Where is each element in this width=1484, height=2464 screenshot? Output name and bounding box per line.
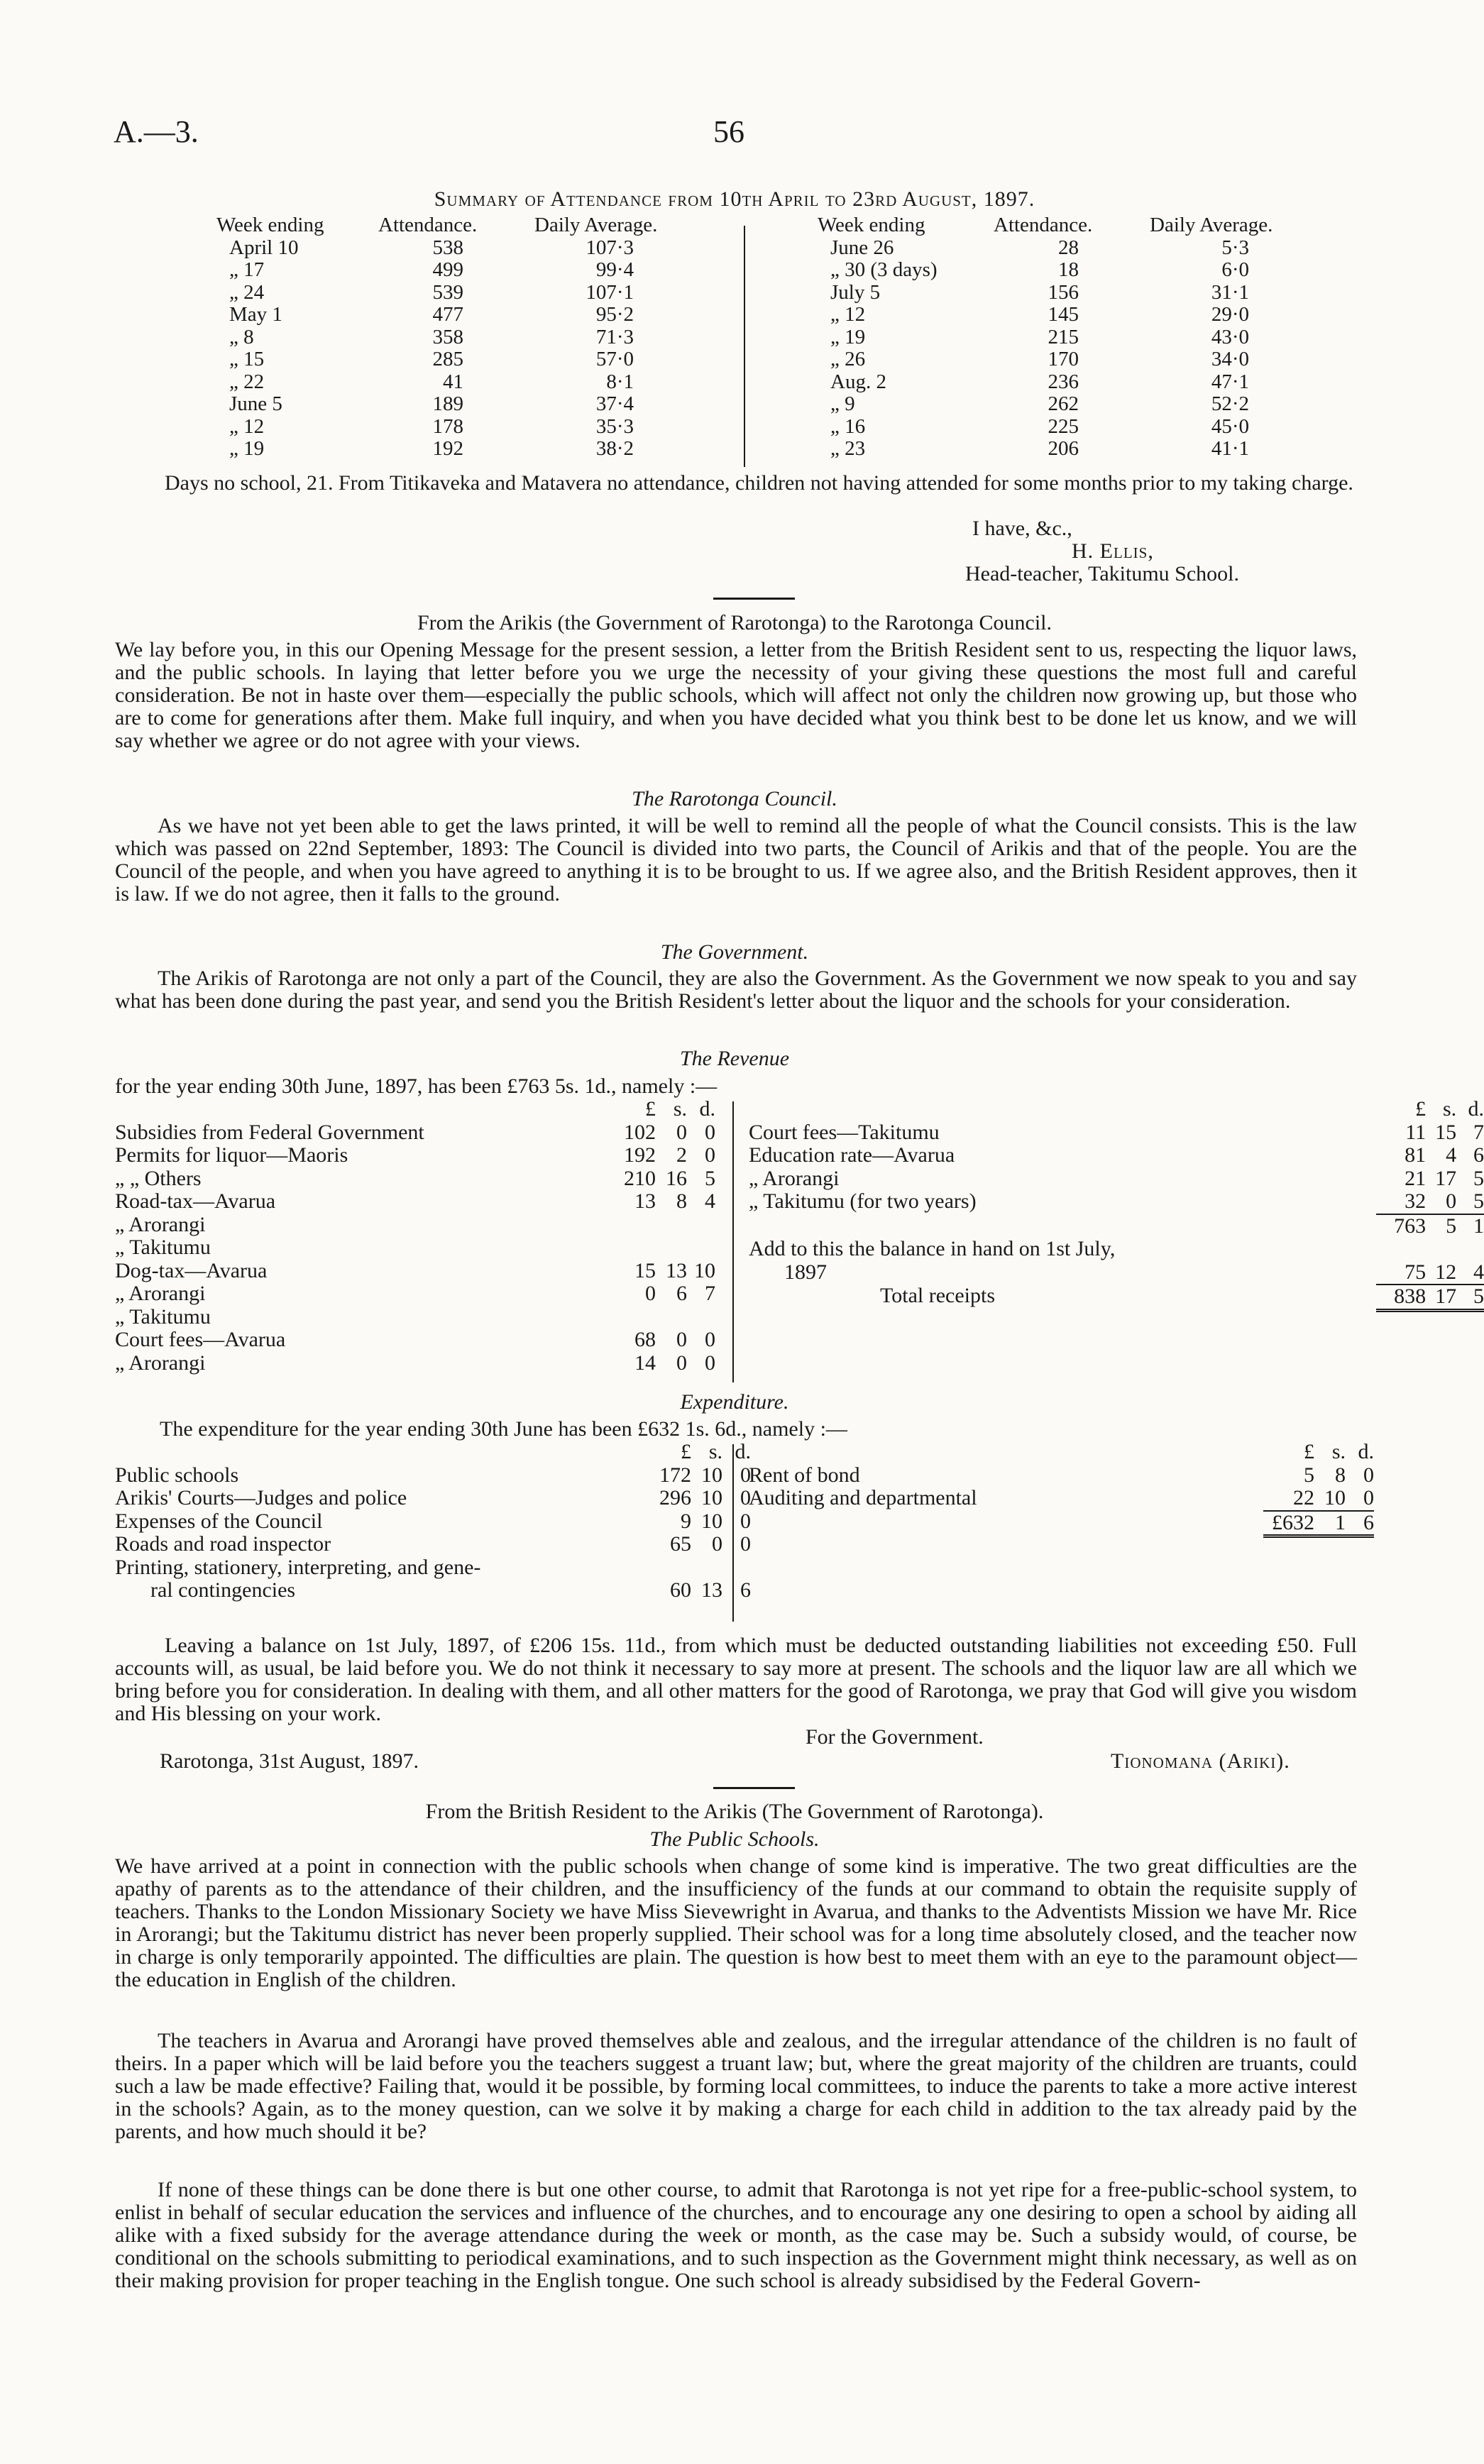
col-attendance: Attendance. <box>994 214 1093 236</box>
header-shillings: s. <box>1442 1097 1457 1121</box>
subheading-council: The Rarotonga Council. <box>632 787 837 810</box>
week-cell: „ 16 <box>830 414 866 438</box>
amount-pounds: 9 <box>681 1509 691 1533</box>
attendance-row <box>818 304 1313 326</box>
amount-pence <box>722 1556 751 1580</box>
currency-header-row <box>115 1098 715 1121</box>
attendance-row <box>818 237 1313 260</box>
amount-pounds: 5 <box>1304 1463 1314 1487</box>
attendance-cell: 477 <box>432 303 463 326</box>
for-government: For the Government. <box>806 1725 984 1749</box>
average-cell: 43·0 <box>1211 325 1249 348</box>
ledger-label: 1897 <box>784 1260 827 1284</box>
amount-pounds: 210 <box>624 1166 656 1190</box>
amount-pence: 0 <box>705 1143 715 1167</box>
average-cell: 31·1 <box>1211 280 1249 304</box>
amount-pounds: 13 <box>634 1189 656 1213</box>
average-cell: 57·0 <box>595 348 634 370</box>
amount-pence: 6 <box>1473 1143 1484 1167</box>
ledger-row <box>115 1487 751 1510</box>
ledger-row <box>115 1167 715 1191</box>
currency-header-row <box>115 1441 751 1464</box>
resident-heading: From the British Resident to the Arikis (The Government of Rarotonga). <box>425 1800 1044 1823</box>
attendance-row <box>818 393 1313 416</box>
attendance-cell: 18 <box>1058 258 1079 281</box>
ledger-row <box>115 1190 715 1214</box>
header-shillings: s. <box>708 1440 722 1463</box>
amount-shillings: 4 <box>1446 1143 1457 1167</box>
week-cell: „ 26 <box>830 348 866 370</box>
revenue-divider <box>732 1101 734 1382</box>
average-cell: 8·1 <box>606 370 634 393</box>
ledger-row <box>115 1556 751 1580</box>
amount-shillings: 17 <box>1435 1166 1457 1190</box>
amount-pounds: £632 <box>1263 1511 1314 1536</box>
week-cell: „ 8 <box>229 325 254 348</box>
header-pence: d. <box>735 1440 751 1463</box>
amount-shillings: 16 <box>666 1166 687 1190</box>
amount-shillings: 15 <box>1435 1120 1457 1144</box>
week-cell: „ 22 <box>229 370 265 393</box>
week-cell: „ 15 <box>229 348 265 370</box>
ledger-label: Court fees—Takitumu <box>749 1120 940 1144</box>
ledger-row <box>115 1260 715 1283</box>
week-cell: June 5 <box>229 392 282 415</box>
amount-pence: 6 <box>1346 1511 1374 1536</box>
amount-pence: 5 <box>705 1166 715 1190</box>
amount-pounds: 838 <box>1376 1285 1426 1310</box>
ledger-row <box>749 1214 1484 1238</box>
ledger-row <box>115 1352 715 1375</box>
amount-pence <box>687 1214 715 1237</box>
ledger-label: Education rate—Avarua <box>749 1143 955 1167</box>
ledger-row <box>749 1285 1484 1310</box>
arikis-heading: From the Arikis (the Government of Rarotonga) to the Rarotonga Council. <box>417 611 1052 634</box>
amount-shillings <box>1426 1238 1456 1261</box>
ledger-label: „ Takitumu (for two years) <box>749 1189 977 1213</box>
series-number: A.—3. <box>114 114 199 149</box>
week-cell: „ 12 <box>229 414 265 438</box>
summary-note: Days no school, 21. From Titikaveka and Matavera no attendance, children not having attended for some months prior to my taking charge. <box>165 471 1353 495</box>
subheading-government: The Government. <box>660 940 809 964</box>
amount-pounds: 22 <box>1293 1486 1314 1509</box>
header-pence: d. <box>699 1097 715 1121</box>
expenditure-intro: The expenditure for the year ending 30th June has been £632 1s. 6d., namely :— <box>160 1417 847 1441</box>
amount-pence <box>687 1306 715 1329</box>
amount-pence <box>1456 1238 1484 1261</box>
amount-pence: 0 <box>705 1328 715 1351</box>
average-cell: 35·3 <box>595 414 634 438</box>
expenditure-table-right <box>749 1441 1374 1538</box>
amount-pounds: 192 <box>624 1143 656 1167</box>
ledger-label <box>115 1441 640 1464</box>
amount-pounds: 14 <box>634 1351 656 1375</box>
ledger-label: Arikis' Courts—Judges and police <box>115 1486 407 1509</box>
amount-shillings: 12 <box>1435 1260 1457 1284</box>
amount-shillings: 10 <box>701 1509 722 1533</box>
week-cell: June 26 <box>830 236 894 259</box>
attendance-cell: 192 <box>432 437 463 460</box>
ledger-row <box>115 1214 715 1237</box>
ledger-label: Permits for liquor—Maoris <box>115 1143 348 1167</box>
header-pounds: £ <box>1415 1097 1427 1121</box>
ledger-label: Dog-tax—Avarua <box>115 1258 268 1282</box>
arikis-paragraph-1: We lay before you, in this our Opening Message for the present session, a letter from the British Resident sent to us, respecting the liquor laws, and the public schools. In laying that letter before you we urge the necessity of your giving these questions the most full and careful consideration. Be not in haste over them—especially the public schools, which will affect not only the children now growing up, but those who are to come for generations after them. Make full inquiry, and when you have decided what you think best to be done let us know, and we will say whether we agree or do not agree with your views. <box>115 638 1357 752</box>
amount-pence: 10 <box>694 1258 715 1282</box>
summary-title: Summary of Attendance from 10th April to 23rd August, 1897. <box>434 187 1035 211</box>
average-cell: 38·2 <box>595 437 634 460</box>
amount-pounds: 296 <box>659 1486 691 1509</box>
attendance-row <box>216 282 698 304</box>
amount-pence: 7 <box>1473 1120 1484 1144</box>
average-cell: 5·3 <box>1221 236 1249 259</box>
amount-pounds: 763 <box>1376 1214 1426 1238</box>
attendance-row <box>216 259 698 282</box>
attendance-row <box>818 259 1313 282</box>
average-cell: 71·3 <box>595 325 634 348</box>
week-cell: May 1 <box>229 303 282 326</box>
amount-shillings: 1 <box>1314 1511 1346 1536</box>
currency-header-row <box>749 1098 1484 1121</box>
resident-paragraph-2: The teachers in Avarua and Arorangi have proved themselves able and zealous, and the irregular attendance of the children is no fault of theirs. In a paper which will be laid before you the teachers suggest a truant law; but, where the great majority of the children are truants, could such a law be made effective? Failing that, would it be possible, by forming local committees, to induce the parents to take a more active interest in the schools? Again, as to the money question, can we solve it by making a charge for each child in addition to the tax already paid by the parents, and how much should it be? <box>115 2029 1357 2143</box>
amount-shillings: 8 <box>1335 1463 1346 1487</box>
sign-closing: I have, &c., <box>972 517 1072 540</box>
average-cell: 107·1 <box>586 280 634 304</box>
amount-pence: 4 <box>1473 1260 1484 1284</box>
amount-pounds: 32 <box>1405 1189 1427 1213</box>
ledger-row <box>749 1261 1484 1285</box>
average-cell: 41·1 <box>1211 437 1249 460</box>
attendance-cell: 178 <box>432 414 463 438</box>
amount-shillings: 13 <box>666 1258 687 1282</box>
ledger-label: Printing, stationery, interpreting, and gene- <box>115 1555 481 1579</box>
subheading-expenditure: Expenditure. <box>680 1390 789 1414</box>
ledger-label <box>749 1214 1376 1238</box>
amount-pence: 0 <box>705 1120 715 1144</box>
amount-pence: 4 <box>705 1189 715 1213</box>
amount-pounds: 81 <box>1405 1143 1427 1167</box>
week-cell: „ 12 <box>830 303 866 326</box>
expenditure-divider <box>732 1444 734 1622</box>
ledger-row <box>115 1282 715 1306</box>
ledger-row <box>115 1329 715 1352</box>
attendance-row <box>216 326 698 349</box>
amount-shillings: 2 <box>676 1143 687 1167</box>
attendance-cell: 236 <box>1048 370 1079 393</box>
col-average: Daily Average. <box>1150 214 1273 236</box>
ledger-label: Road-tax—Avarua <box>115 1189 276 1213</box>
arikis-paragraph-3: The Arikis of Rarotonga are not only a part of the Council, they are also the Government. As the Government we now speak to you and say what has been done during the past year, and send you the British Resident's letter about the liquor and the schools for your consideration. <box>115 967 1357 1013</box>
col-week: Week ending <box>216 214 324 236</box>
ledger-row <box>749 1121 1484 1145</box>
amount-pounds: 11 <box>1405 1120 1427 1144</box>
amount-pounds: 0 <box>645 1282 656 1305</box>
amount-pence: 0 <box>740 1509 751 1533</box>
amount-pounds <box>640 1556 691 1580</box>
amount-pence: 0 <box>740 1486 751 1509</box>
amount-pence: 0 <box>1363 1486 1374 1509</box>
header-pounds: £ <box>681 1440 691 1463</box>
resident-paragraph-3: If none of these things can be done there is but one other course, to admit that Rarotonga is not yet ripe for a free-public-school system, to enlist in behalf of secular education the services and influence of the churches, and to encourage any one desiring to open a school by aiding all alike with a fixed subsidy for the average attendance during the week or month, as the case may be. Such a subsidy would, of course, be conditional on the schools submitting to periodical examinations, and to such inspection as the Government might think necessary, as well as on their making provision for proper teaching in the English tongue. One such school is already subsidised by the Federal Govern- <box>115 2178 1357 2292</box>
header-pence: d. <box>1358 1440 1374 1463</box>
amount-shillings <box>656 1214 687 1237</box>
amount-shillings: 13 <box>701 1578 722 1602</box>
ledger-row <box>749 1167 1484 1191</box>
average-cell: 107·3 <box>586 236 634 259</box>
currency-header-row <box>749 1441 1374 1464</box>
amount-shillings: 0 <box>1446 1189 1457 1213</box>
sign-name: H. Ellis, <box>1072 539 1154 563</box>
week-cell: Aug. 2 <box>830 370 886 393</box>
amount-shillings <box>656 1236 687 1260</box>
resident-paragraph-1: We have arrived at a point in connection with the public schools when change of some kind is imperative. The two great difficulties are the apathy of parents as to the attendance of their children, and the insufficiency of the funds at our command to obtain the requisite supply of teachers. Thanks to the London Missionary Society we have Miss Sievewright in Avarua, and thanks to the Adventists Mission we have Mr. Rice in Arorangi; but the Takitumu district has never been properly supplied. Their school was for a long time absolutely closed, and the teacher now in charge is only temporarily appointed. The difficulties are plain. The question is how best to meet them with an eye to the paramount object—the education in English of the children. <box>115 1854 1357 1991</box>
attendance-row <box>818 416 1313 439</box>
ledger-label: ral contingencies <box>150 1578 296 1602</box>
amount-pence: 5 <box>1456 1285 1484 1310</box>
amount-shillings: 17 <box>1426 1285 1456 1310</box>
week-cell: „ 24 <box>229 280 265 304</box>
ledger-row <box>115 1510 751 1534</box>
ledger-label: Public schools <box>115 1463 239 1487</box>
ledger-label: Add to this the balance in hand on 1st July, <box>749 1237 1116 1260</box>
amount-pounds: 102 <box>624 1120 656 1144</box>
ledger-label: Court fees—Avarua <box>115 1328 286 1351</box>
ledger-row <box>115 1236 715 1260</box>
amount-pence: 6 <box>740 1578 751 1602</box>
average-cell: 29·0 <box>1211 303 1249 326</box>
section-rule <box>713 598 795 600</box>
amount-pounds <box>1376 1238 1426 1261</box>
ledger-row <box>749 1487 1374 1510</box>
ledger-label: „ Arorangi <box>115 1351 206 1375</box>
attendance-row <box>818 282 1313 304</box>
ledger-label: „ Takitumu <box>115 1304 211 1329</box>
ledger-row <box>115 1144 715 1167</box>
amount-pence: 5 <box>1473 1166 1484 1190</box>
revenue-table-left <box>115 1098 715 1375</box>
header-pounds: £ <box>1304 1440 1314 1463</box>
attendance-cell: 41 <box>443 370 463 393</box>
attendance-cell: 358 <box>432 325 463 348</box>
attendance-row <box>818 438 1313 461</box>
place-date: Rarotonga, 31st August, 1897. <box>160 1749 419 1773</box>
ledger-row <box>115 1533 751 1556</box>
average-cell: 45·0 <box>1211 414 1249 438</box>
header-shillings: s. <box>1331 1440 1346 1463</box>
attendance-cell: 206 <box>1048 437 1079 460</box>
amount-pence: 0 <box>1363 1463 1374 1487</box>
ledger-label <box>749 1098 1376 1121</box>
ledger-row <box>115 1464 751 1487</box>
attendance-cell: 189 <box>432 392 463 415</box>
week-cell: „ 23 <box>830 437 866 460</box>
attendance-row <box>216 348 698 371</box>
amount-shillings: 10 <box>701 1486 722 1509</box>
amount-shillings: 0 <box>676 1328 687 1351</box>
average-cell: 52·2 <box>1211 392 1249 415</box>
ledger-label <box>749 1441 1263 1464</box>
attendance-row <box>216 237 698 260</box>
header-pounds: £ <box>645 1097 656 1121</box>
amount-pence: 7 <box>705 1282 715 1305</box>
signatory: Tionomana (Ariki). <box>1111 1749 1290 1773</box>
attendance-cell: 28 <box>1058 236 1079 259</box>
attendance-cell: 225 <box>1048 414 1079 438</box>
ledger-row <box>115 1579 751 1602</box>
attendance-cell: 215 <box>1048 325 1079 348</box>
expenditure-table-left <box>115 1441 751 1602</box>
ledger-row <box>115 1306 715 1329</box>
attendance-row <box>818 326 1313 349</box>
ledger-label: Total receipts <box>880 1284 995 1307</box>
amount-shillings <box>656 1306 687 1329</box>
average-cell: 6·0 <box>1221 258 1249 281</box>
ledger-label <box>115 1098 605 1121</box>
week-cell: „ 19 <box>830 325 866 348</box>
header-shillings: s. <box>673 1097 687 1121</box>
arikis-paragraph-4: Leaving a balance on 1st July, 1897, of £206 15s. 11d., from which must be deducted outstanding liabilities not exceeding £50. Full accounts will, as usual, be laid before you. We do not think it necessary to say more at present. The schools and the liquor law are all which we bring before you for consideration. In dealing with them, and all other matters for the good of Rarotonga, we pray that God will give you wisdom and His blessing on your work. <box>115 1634 1357 1725</box>
ledger-label: „ Arorangi <box>115 1212 206 1236</box>
attendance-table-left <box>216 214 698 461</box>
arikis-paragraph-2: As we have not yet been able to get the laws printed, it will be well to remind all the people of what the Council consists. This is the law which was passed on 22nd September, 1893: The Council is divided into two parts, the Council of Arikis and that of the people. You are the Council of the people, and when you have agreed to anything it is to be brought to us. If we agree also, and the British Resident approves, then it is law. If we do not agree, then it falls to the ground. <box>115 814 1357 906</box>
amount-shillings: 8 <box>676 1189 687 1213</box>
attendance-cell: 262 <box>1048 392 1079 415</box>
week-cell: „ 9 <box>830 392 855 415</box>
ledger-label: Auditing and departmental <box>749 1486 977 1509</box>
average-cell: 47·1 <box>1211 370 1249 393</box>
amount-shillings <box>691 1556 722 1580</box>
sign-title: Head-teacher, Takitumu School. <box>965 562 1240 585</box>
attendance-row <box>216 371 698 394</box>
subheading-revenue: The Revenue <box>679 1047 790 1070</box>
amount-pence: 5 <box>1473 1189 1484 1213</box>
amount-pence: 0 <box>740 1532 751 1556</box>
amount-shillings: 6 <box>676 1282 687 1305</box>
ledger-label <box>749 1511 1263 1536</box>
ledger-label: „ Arorangi <box>749 1166 840 1190</box>
attendance-row <box>216 416 698 439</box>
ledger-label: „ Arorangi <box>115 1282 206 1305</box>
attendance-row <box>216 304 698 326</box>
attendance-cell: 499 <box>432 258 463 281</box>
section-rule <box>713 1787 795 1789</box>
amount-pounds <box>605 1214 656 1237</box>
attendance-row <box>818 348 1313 371</box>
amount-shillings: 0 <box>712 1532 722 1556</box>
amount-pence: 0 <box>705 1351 715 1375</box>
amount-pounds: 21 <box>1405 1166 1427 1190</box>
amount-pounds: 75 <box>1405 1260 1427 1284</box>
amount-pounds <box>605 1306 656 1329</box>
attendance-cell: 285 <box>432 348 463 370</box>
amount-pence: 0 <box>740 1463 751 1487</box>
attendance-cell: 145 <box>1048 303 1079 326</box>
ledger-label: Rent of bond <box>749 1463 860 1487</box>
subheading-public-schools: The Public Schools. <box>649 1827 820 1851</box>
amount-pounds: 60 <box>670 1578 691 1602</box>
average-cell: 99·4 <box>595 258 634 281</box>
amount-shillings: 0 <box>676 1120 687 1144</box>
amount-shillings: 10 <box>1324 1486 1346 1509</box>
amount-shillings: 0 <box>676 1351 687 1375</box>
ledger-row <box>115 1121 715 1145</box>
ledger-label: „ „ Others <box>115 1166 202 1190</box>
amount-pence <box>687 1236 715 1260</box>
revenue-intro: for the year ending 30th June, 1897, has been £763 5s. 1d., namely :— <box>115 1074 718 1098</box>
week-cell: „ 30 (3 days) <box>830 258 938 281</box>
ledger-row <box>749 1238 1484 1261</box>
col-average: Daily Average. <box>534 214 658 236</box>
amount-pounds <box>605 1236 656 1260</box>
week-cell: April 10 <box>229 236 299 259</box>
amount-pounds: 65 <box>670 1532 691 1556</box>
attendance-cell: 170 <box>1048 348 1079 370</box>
ledger-row <box>749 1190 1484 1214</box>
average-cell: 37·4 <box>595 392 634 415</box>
attendance-row <box>216 393 698 416</box>
ledger-label: „ Takitumu <box>115 1236 211 1259</box>
amount-pence: 1 <box>1456 1214 1484 1238</box>
attendance-cell: 156 <box>1048 280 1079 304</box>
attendance-row <box>216 438 698 461</box>
average-cell: 95·2 <box>595 303 634 326</box>
week-cell: „ 17 <box>229 258 265 281</box>
column-divider <box>744 226 745 467</box>
week-cell: „ 19 <box>229 437 265 460</box>
ledger-label: Subsidies from Federal Government <box>115 1120 424 1144</box>
page-number: 56 <box>713 114 744 149</box>
week-cell: July 5 <box>830 280 881 304</box>
attendance-row <box>818 371 1313 394</box>
col-attendance: Attendance. <box>378 214 478 236</box>
ledger-label: Roads and road inspector <box>115 1532 331 1556</box>
header-pence: d. <box>1468 1097 1484 1121</box>
attendance-table-right <box>818 214 1313 461</box>
ledger-label: Expenses of the Council <box>115 1509 323 1533</box>
ledger-row <box>749 1511 1374 1536</box>
ledger-row <box>749 1144 1484 1167</box>
ledger-row <box>749 1464 1374 1487</box>
average-cell: 34·0 <box>1211 348 1249 370</box>
amount-shillings: 10 <box>701 1463 722 1487</box>
attendance-cell: 538 <box>432 236 463 259</box>
amount-pounds: 172 <box>659 1463 691 1487</box>
amount-pounds: 68 <box>634 1328 656 1351</box>
revenue-table-right <box>749 1098 1484 1312</box>
col-week: Week ending <box>818 214 925 236</box>
attendance-cell: 539 <box>432 280 463 304</box>
amount-pounds: 15 <box>634 1258 656 1282</box>
amount-shillings: 5 <box>1426 1214 1456 1238</box>
